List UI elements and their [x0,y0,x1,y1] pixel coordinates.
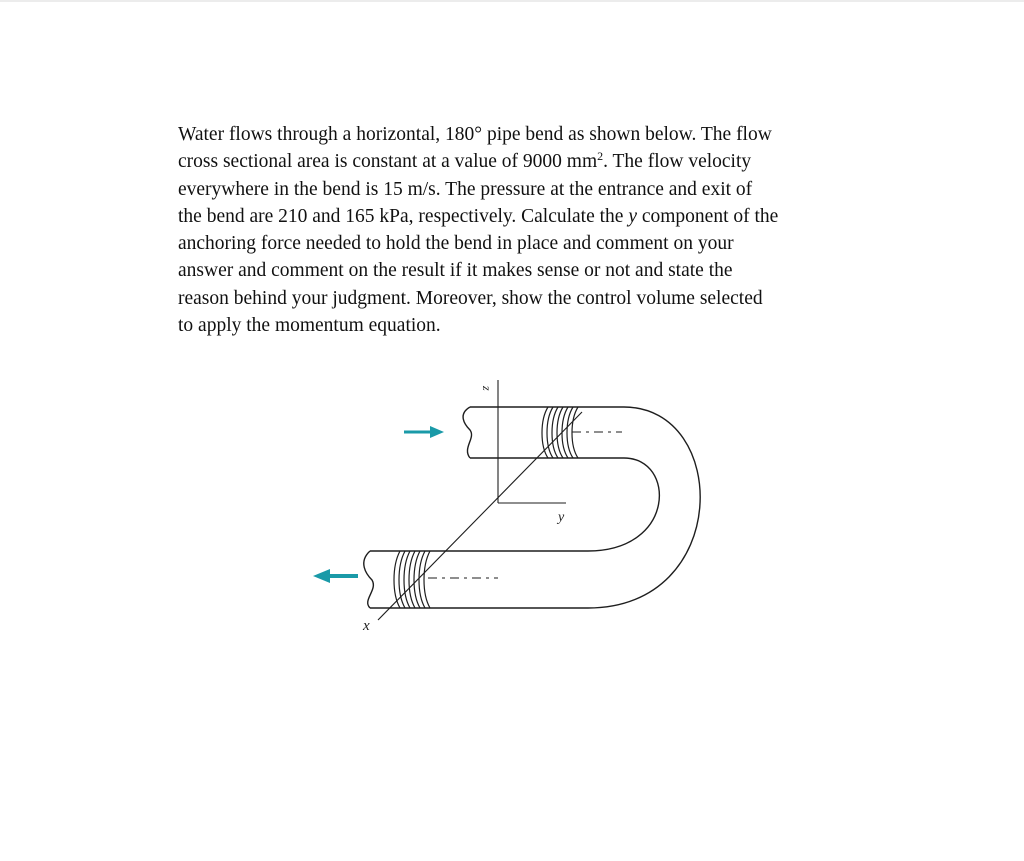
pipe-inner-contour [370,458,659,551]
outlet-end-cap [364,551,374,608]
problem-line-2-b: . The flow velocity [603,151,752,173]
problem-line-5: anchoring force needed to hold the bend in place and comment on your [178,233,734,255]
problem-line-3: everywhere in the bend is 15 m/s. The pressure at the entrance and exit of [178,178,753,200]
outlet-flow-arrow [313,569,358,583]
problem-line-4-b: component of the [636,205,779,227]
x-axis [378,412,582,620]
problem-line-2-a: cross sectional area is constant at a value of 9000 mm [178,151,598,173]
axis-label-x: x [363,618,370,634]
lower-flange [394,551,430,608]
inlet-end-cap [463,407,471,458]
problem-line-1: Water flows through a horizontal, 180° pipe bend as shown below. The flow [178,124,772,145]
y-variable: y [628,205,637,227]
axis-label-z: z [480,386,494,391]
problem-line-4-a: the bend are 210 and 165 kPa, respectively. Calculate the [178,205,629,227]
problem-line-7: reason behind your judgment. Moreover, show the control volume selected [178,287,763,309]
axis-label-y: y [558,510,565,525]
inlet-flow-arrow [404,426,444,438]
problem-line-6: answer and comment on the result if it makes sense or not and state the [178,260,733,282]
area-unit-exponent: 2 [597,149,604,164]
problem-line-8: to apply the momentum equation. [178,315,441,337]
centerlines [428,432,622,578]
